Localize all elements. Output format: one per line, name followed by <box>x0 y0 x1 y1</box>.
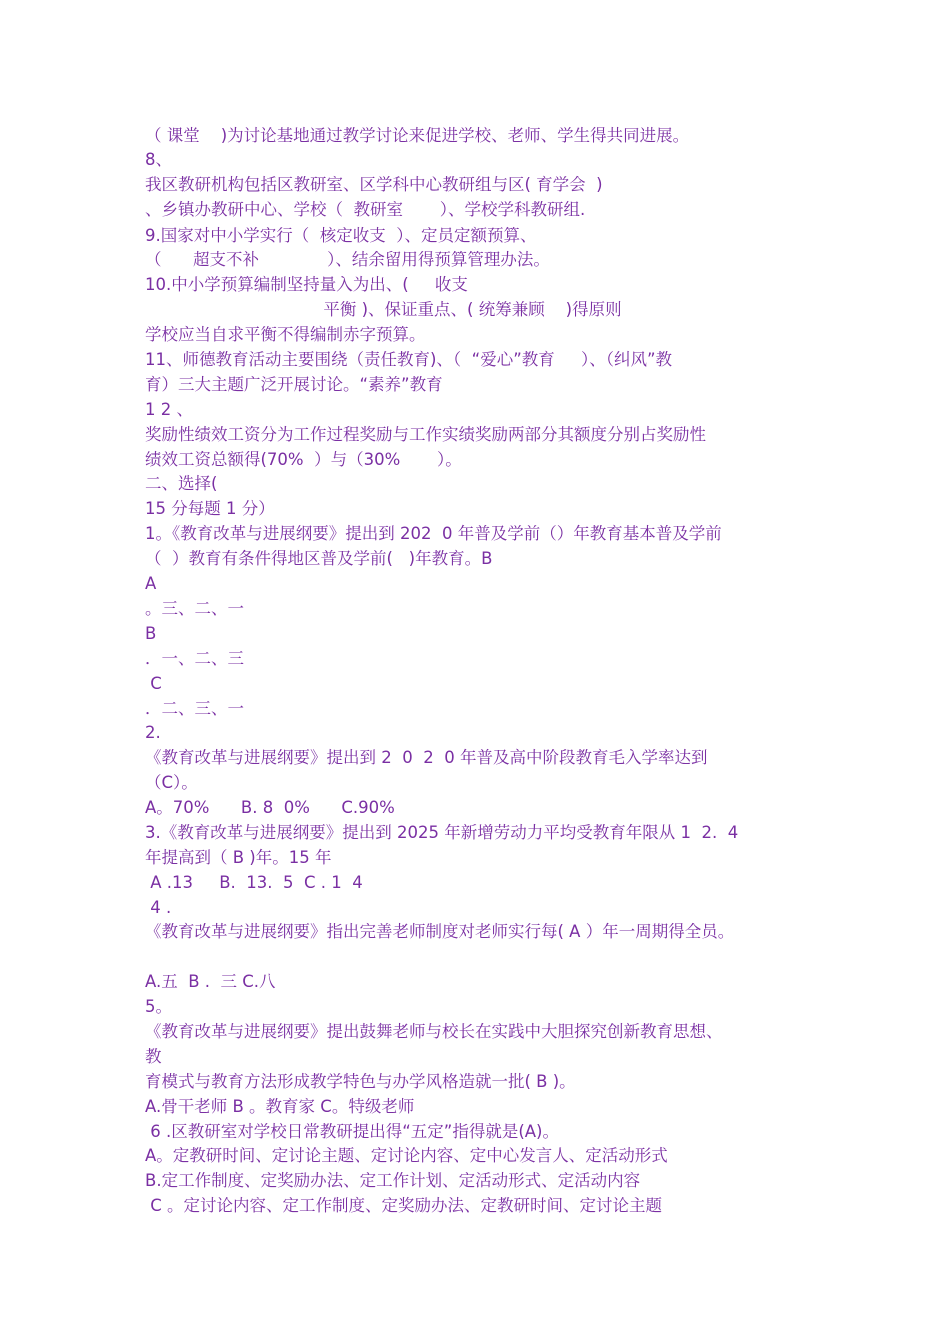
text-line: C 。定讨论内容、定工作制度、定奖励办法、定教研时间、定讨论主题 <box>145 1196 663 1215</box>
text-line: 11、师德教育活动主要围绕（责任教育)、（ “爱心”教育 ）、（纠风”教 <box>145 350 673 369</box>
text-line: C <box>145 674 162 693</box>
text-line: 4 . <box>145 898 172 917</box>
text-line: （ 课堂 )为讨论基地通过教学讨论来促进学校、老师、学生得共同进展。 <box>145 126 690 145</box>
text-line: 、乡镇办教研中心、学校（ 教研室 ）、学校学科教研组. <box>145 200 586 219</box>
text-line: 育）三大主题广泛开展讨论。“素养”教育 <box>145 375 443 394</box>
text-line: 育模式与教育方法形成教学特色与办学风格造就一批( B )。 <box>145 1072 576 1091</box>
text-line: 3.《教育改革与进展纲要》提出到 2025 年新增劳动力平均受教育年限从 1 2. 4 <box>145 823 739 842</box>
text-line: A。70% B. 8 0% C.90% <box>145 798 395 817</box>
text-line: ．二、三、一 <box>145 699 244 718</box>
text-line: 绩效工资总额得(70% ）与（30% ）。 <box>145 450 462 469</box>
text-line: 2. <box>145 723 161 742</box>
text-line: （C）。 <box>145 773 198 792</box>
text-line: A。定教研时间、定讨论主题、定讨论内容、定中心发言人、定活动形式 <box>145 1146 668 1165</box>
text-line: A.五 B . 三 C.八 <box>145 972 276 991</box>
text-line: A .13 B. 13. 5 C . 1 4 <box>145 873 363 892</box>
text-line: 《教育改革与进展纲要》提出鼓舞老师与校长在实践中大胆探究创新教育思想、 <box>145 1022 723 1041</box>
text-line: 1 2 、 <box>145 400 193 419</box>
text-line: A <box>145 574 157 593</box>
text-line: ．一、二、三 <box>145 649 244 668</box>
text-line: （ ）教育有条件得地区普及学前( )年教育。B <box>145 549 493 568</box>
text-line: 奖励性绩效工资分为工作过程奖励与工作实绩奖励两部分其额度分别占奖励性 <box>145 425 706 444</box>
text-line: 。三、二、一 <box>145 599 244 618</box>
text-line: 《教育改革与进展纲要》提出到 2 0 2 0 年普及高中阶段教育毛入学率达到 <box>145 748 708 767</box>
text-line: 年提高到（ B )年。15 年 <box>145 848 332 867</box>
text-line: B <box>145 624 157 643</box>
text-line: A.骨干老师 B 。教育家 C。特级老师 <box>145 1097 415 1116</box>
text-line: B.定工作制度、定奖励办法、定工作计划、定活动形式、定活动内容 <box>145 1171 641 1190</box>
text-line: 10.中小学预算编制坚持量入为出、( 收支 <box>145 275 468 294</box>
text-line: 平衡 )、保证重点、( 统筹兼顾 )得原则 <box>145 300 622 319</box>
text-line: 6 .区教研室对学校日常教研提出得“五定”指得就是(A)。 <box>145 1122 559 1141</box>
text-line: 8、 <box>145 150 172 169</box>
text-line: 二、选择( <box>145 474 218 493</box>
text-line: （ 超支不补 ）、结余留用得预算管理办法。 <box>145 250 550 269</box>
text-line: 《教育改革与进展纲要》指出完善老师制度对老师实行每( A ）年一周期得全员。 <box>145 922 735 941</box>
text-line: 9.国家对中小学实行（ 核定收支 ）、定员定额预算、 <box>145 226 537 245</box>
text-line: 1。《教育改革与进展纲要》提出到 202 0 年普及学前（）年教育基本普及学前 <box>145 524 722 543</box>
text-line: 15 分每题 1 分） <box>145 499 275 518</box>
text-line: 我区教研机构包括区教研室、区学科中心教研组与区( 育学会 ) <box>145 175 603 194</box>
text-line: 5。 <box>145 997 172 1016</box>
text-line: 学校应当自求平衡不得编制赤字预算。 <box>145 325 426 344</box>
text-line: 教 <box>145 1047 162 1066</box>
